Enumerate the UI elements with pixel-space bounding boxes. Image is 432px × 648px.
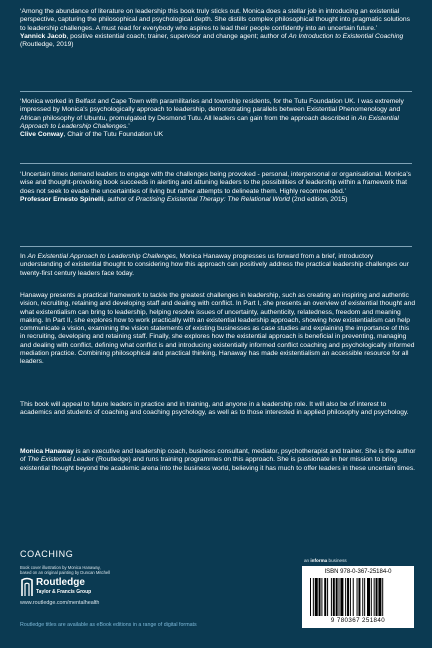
endorser-book: Practising Existential Therapy: The Relational World [135,195,290,203]
credit-line: Book cover illustration by Monica Hanaway, [20,565,101,570]
intro-lead: In [20,253,28,260]
description-intro [20,253,416,278]
informa-prefix: an [304,558,311,563]
publisher-name: Routledge [36,577,85,588]
barcode-panel [302,566,414,628]
endorsement-jacob [20,8,416,49]
divider [20,91,412,92]
description-body: Hanaway presents a practical framework to tackle the greatest challenges in leadership, such as creating an inspiring and authentic vision, recruiting, retaining and developing staff and dealing with conflict. In Part I, she presents an overview of existential thought and what existentialism can bring to leadership, helping resolve issues of uncertainty, authenticity, relatedness, freedom and meaning making. In Part II, she explores how to work practically with an existential leadership approach, showing how existentialism can help communicate a vision, examining the vision statements of existing businesses as case studies and explaining the importance of this in recruiting, developing and retaining staff. Finally, she explores how the existential approach is beneficial in preventing, managing and dealing with conflict, defining what conflict is and introducing existentially informed conflict coaching and psychologically informed mediation practice. Combining philosophical and practical thinking, Hanaway has made existentialism an accessible resource for all leaders. [20,292,416,366]
description-audience: This book will appeal to future leaders in practice and in training, and anyone in a leadership role. It will also be of interest to academics and students of coaching and coaching psychology, as well as to those interested in applied philosophy and psychology. [20,401,409,417]
informa-tagline [304,558,347,563]
barcode-icon [310,578,406,616]
endorser-name: Professor Ernesto Spinelli [20,195,104,203]
divider [20,163,412,164]
ebook-note: Routledge titles are available as eBook editions in a range of digital formats [20,622,197,628]
endorsement-text: ‘Uncertain times demand leaders to engage with the challenges being provoked - personal, interpersonal or organisational. Monica’s wise and thought-provoking book succeeds in alerting and attuning leaders to the possibilities of leadership within a framework that does not seek to evade the uncertainties of living but rather attempts to delineate them. Highly recommended.’ [20,171,411,195]
book-title: An Existential Approach to Leadership Challenges [27,253,176,260]
author-book: The Existential Leader [27,456,94,464]
endorsement-spinelli [20,171,416,204]
category-label: COACHING [20,549,74,559]
barcode-digits: 9 780367 251840 [330,617,386,624]
endorsement-book: An Existential Approach to Leadership Challenges. [20,114,399,130]
routledge-logo-icon [20,577,34,597]
endorsement-conway [20,98,416,139]
endorser-role-end: (2nd edition, 2015) [289,195,348,203]
endorsement-text: ‘Monica worked in Belfast and Cape Town with paramilitaries and township residents, for the Tutu Foundation UK. I was extremely impressed by Monica’s psychologically approach to leadership, demonstrating parallels between Existential Phenomenology and African philosophy of Ubuntu, promulgated by Desmond Tutu. All leaders can gain from the approach described in [20,98,404,122]
divider [20,246,412,247]
informa-brand: informa [310,558,328,563]
cover-credit [20,565,110,575]
endorser-role-end: (Routledge, 2019) [20,41,74,49]
author-name: Monica Hanaway [20,448,74,455]
author-bio [20,448,416,473]
endorsement-text: ‘Among the abundance of literature on leadership this book truly sticks out. Monica does a stellar job in introducing an existential perspective, capturing the philosophical and psychological depth. She distills complex philosophical thought into pragmatic solutions to leadership challenges. A must read for everybody who aspires to lead their people confidently into an uncertain future.’ [20,8,410,32]
endorser-book: An Introduction to Existential Coaching [288,32,404,40]
informa-suffix: business [327,558,347,563]
isbn-label: ISBN 978-0-367-25184-0 [324,569,392,575]
endorser-role: , author of [103,195,136,203]
endorser-name: Clive Conway [20,131,64,139]
publisher-subtitle: Taylor & Francis Group [36,589,92,595]
intro-rest: , Monica Hanaway progresses us forward from a brief, introductory understanding of existential thought to considering how this approach can positively address the practical leadership challenges our twenty-first century leaders face today. [20,253,409,277]
credit-line: based on an original painting by Duncan Mitchell [20,570,111,576]
endorsement-close: ’ [128,122,130,130]
endorser-role: , positive existential coach; trainer, supervisor and change agent; author of [66,32,289,40]
bio-text-end: (Routledge) and runs training programmes on this approach. She is passionate in her mission to bring existential thought beyond the academic arena into the business world, believing it has much to offer leaders in these uncertain times. [20,456,416,472]
endorser-name: Yannick Jacob [20,32,67,40]
endorser-role: , Chair of the Tutu Foundation UK [63,131,164,139]
bio-text: is an executive and leadership coach, business consultant, mediator, psychotherapist and trainer. She is the author of [20,448,416,464]
publisher-url: www.routledge.com/mentalhealth [20,600,100,606]
